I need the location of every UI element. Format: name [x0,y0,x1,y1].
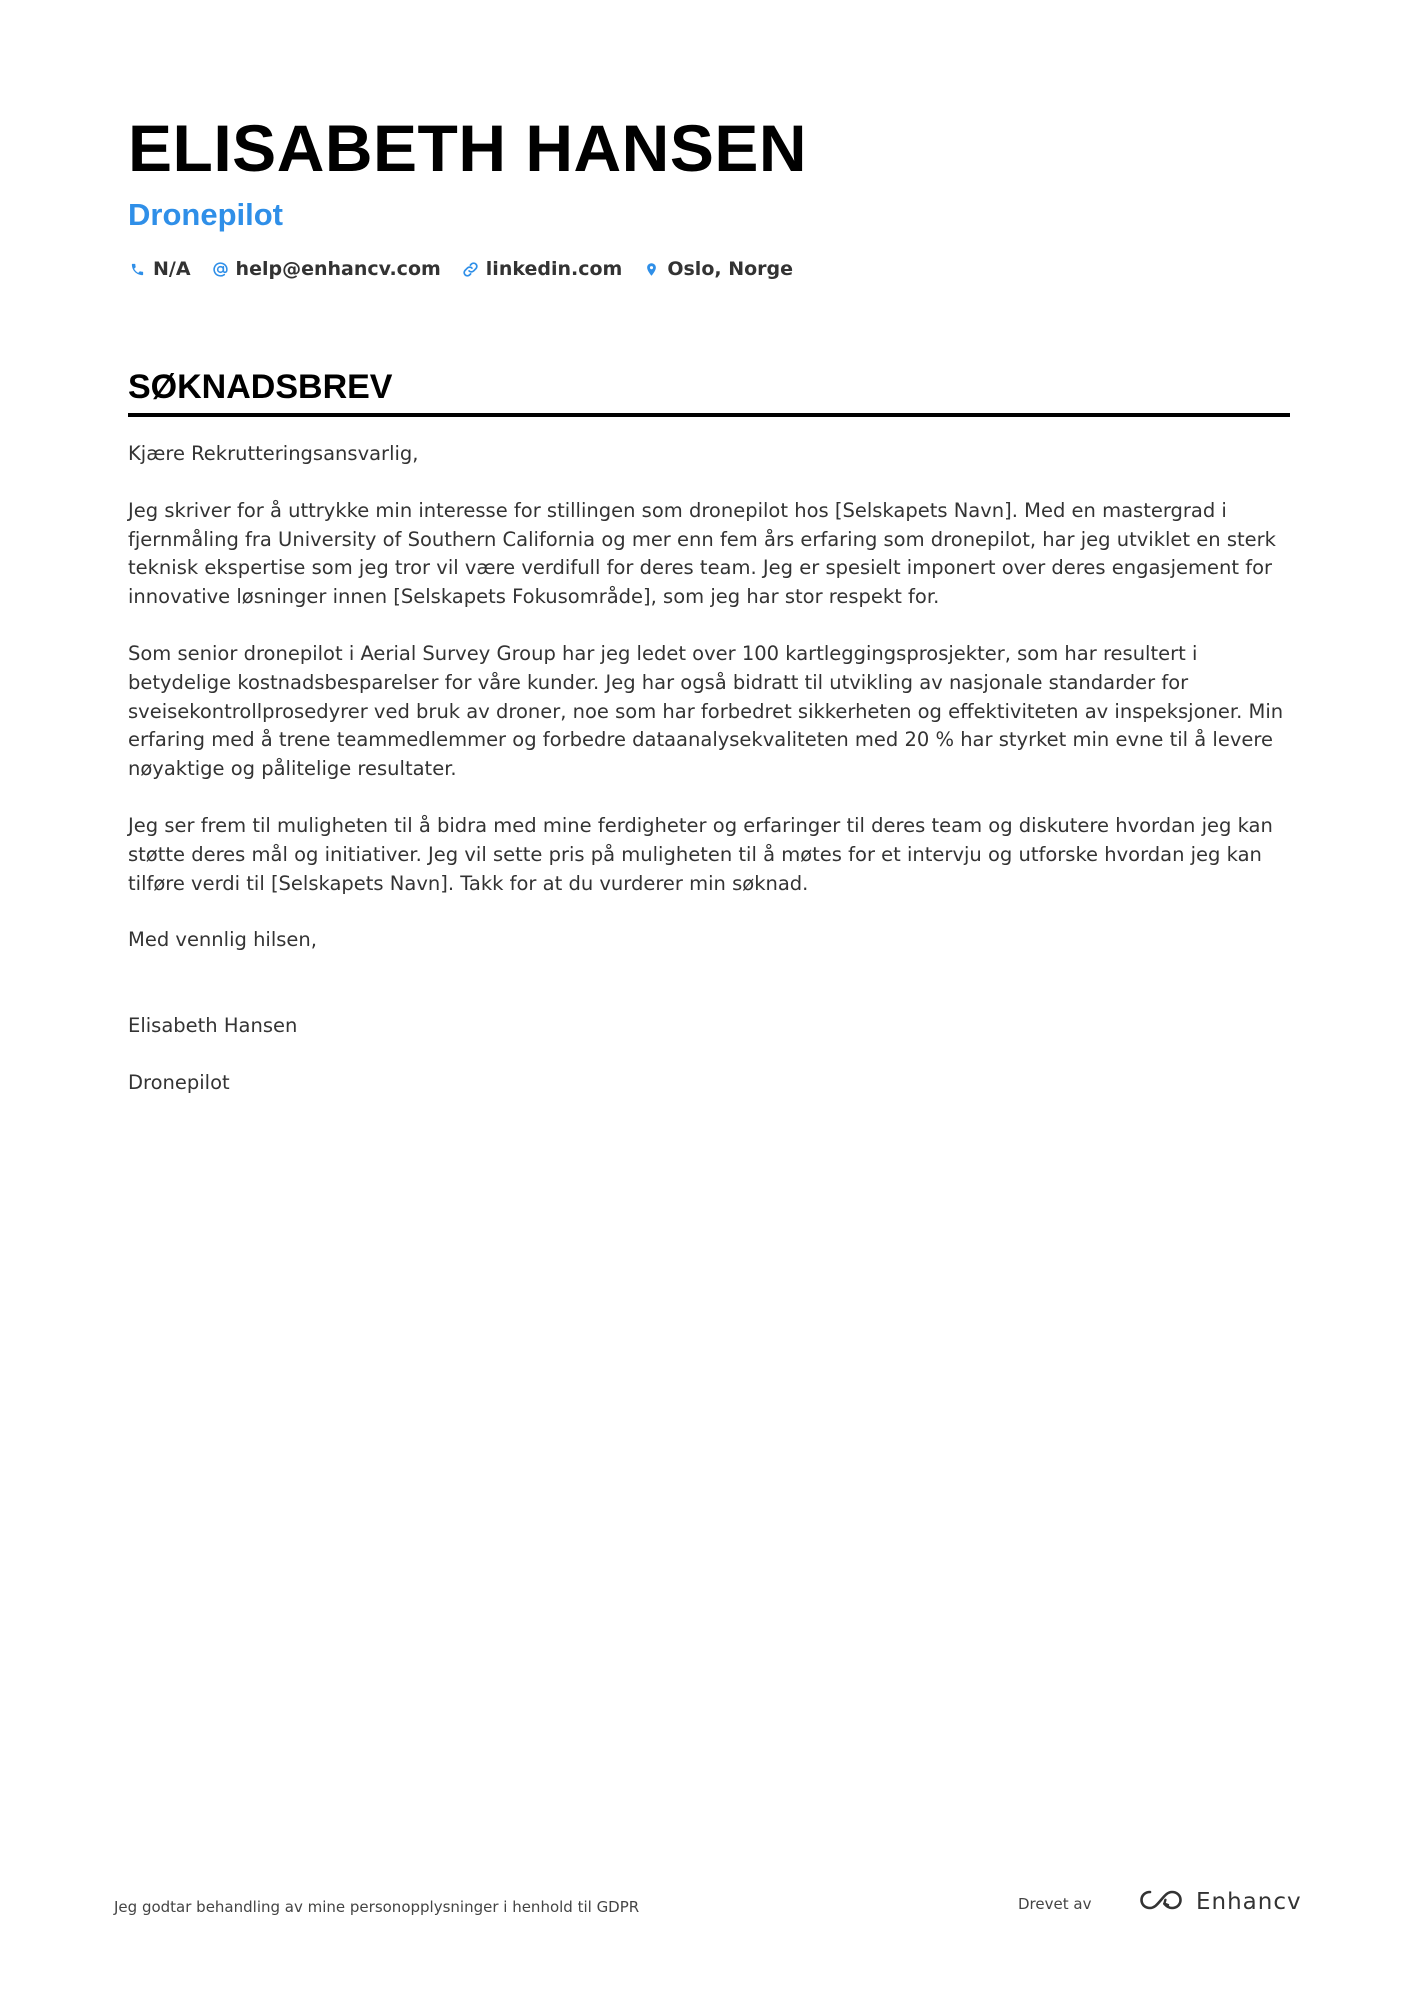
contact-linkedin[interactable] [461,258,623,280]
at-icon [211,260,230,279]
enhancv-brand-text: Enhancv [1196,1889,1302,1915]
signature-name: Elisabeth Hansen [128,1014,298,1038]
phone-icon [128,260,147,279]
header [128,110,1290,284]
phone-value: N/A [153,258,191,280]
letter-paragraph: Jeg ser frem til muligheten til å bidra med mine ferdigheter og erfaringer til deres team og diskutere hvordan jeg kan støtte deres mål og initiativer. Jeg vil sette pris på muligheten til å møtes for et intervju og utforske hvordan jeg kan tilføre verdi til [Selskapets Navn]. Takk for at du vurderer min søknad. [128,813,1273,895]
cover-letter-section [128,365,1290,417]
contact-bar [128,254,1290,284]
enhancv-logo-icon [1138,1888,1184,1916]
location-value: Oslo, Norge [667,258,794,280]
section-divider [128,413,1290,417]
contact-location [642,258,793,280]
email-link[interactable]: help@enhancv.com [235,258,441,280]
job-title: Dronepilot [128,197,283,232]
section-title: SØKNADSBREV [128,368,393,406]
contact-phone [128,258,191,280]
closing: Med vennlig hilsen, [128,928,317,952]
map-pin-icon [642,260,661,279]
letter-paragraph: Som senior dronepilot i Aerial Survey Group har jeg ledet over 100 kartleggingsprosjekter, som har resultert i betydelige kostnadsbesparelser for våre kunder. Jeg har også bidratt til utvikling av nasjonale standarder for sveisekontrollprosedyrer ved bruk av droner, noe som har forbedret sikkerheten og effektiviteten av inspeksjoner. Min erfaring med å trene teammedlemmer og forbedre dataanalysekvaliteten med 20 % har styrket min evne til å levere nøyaktige og pålitelige resultater. [128,641,1284,781]
linkedin-link[interactable]: linkedin.com [485,258,623,280]
letter-body [128,440,1290,1098]
contact-email[interactable] [211,258,441,280]
salutation: Kjære Rekrutteringsansvarlig, [128,442,419,465]
link-icon [461,260,480,279]
powered-by-label: Drevet av [1018,1895,1092,1913]
signature-title: Dronepilot [128,1070,230,1094]
gdpr-consent-text: Jeg godtar behandling av mine personopplysninger i henhold til GDPR [114,1898,640,1916]
footer [0,1880,1410,1930]
enhancv-logo[interactable] [1138,1888,1302,1916]
candidate-name: ELISABETH HANSEN [128,111,808,185]
letter-paragraph: Jeg skriver for å uttrykke min interesse for stillingen som dronepilot hos [Selskapets Navn]. Med en mastergrad i fjernmåling fra University of Southern California og mer enn fem års erfaring som dronepilot, har jeg utviklet en sterk teknisk ekspertise som jeg tror vil være verdifull for deres team. Jeg er spesielt imponert over deres engasjement for innovative løsninger innen [Selskapets Fokusområde], som jeg har stor respekt for. [128,498,1276,609]
